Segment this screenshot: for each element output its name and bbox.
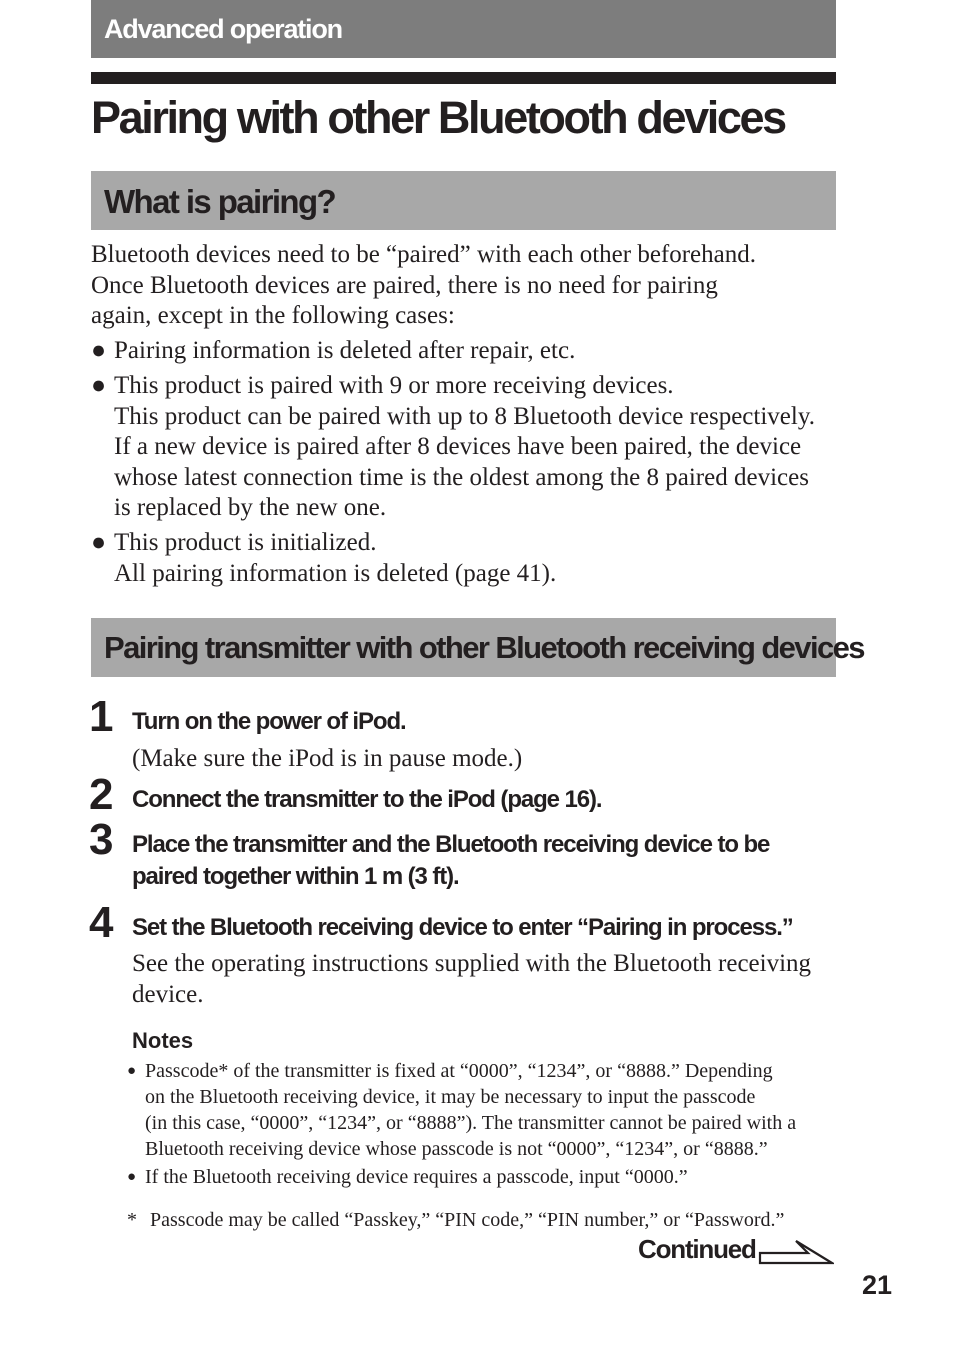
continued-arrow-icon: [758, 1238, 834, 1266]
section-header-bar: [91, 0, 836, 58]
bullet-icon: ●: [127, 1169, 137, 1185]
continued-label: Continued: [638, 1234, 756, 1264]
note-line: on the Bluetooth receiving device, it may be necessary to input the passcode: [145, 1086, 756, 1108]
step-line: Place the transmitter and the Bluetooth receiving device to be: [132, 831, 770, 858]
bullet-icon: ●: [91, 337, 107, 364]
step-instruction: [132, 784, 601, 816]
subheading-bar-pairing-transmitter: [91, 618, 864, 677]
step-note-line: (Make sure the iPod is in pause mode.): [132, 745, 523, 772]
page-number: 21: [862, 1270, 893, 1300]
step-note-line: device.: [132, 980, 204, 1008]
bullet-line: This product is initialized.: [114, 529, 377, 556]
step-instruction: [132, 829, 769, 893]
header-rule: [91, 72, 836, 84]
bullet-line: is replaced by the new one.: [114, 494, 387, 522]
step-line: Turn on the power of iPod.: [132, 708, 406, 735]
intro-line: again, except in the following cases:: [91, 302, 455, 330]
step-number: 4: [89, 898, 112, 947]
step-line: paired together within 1 m (3 ft).: [132, 863, 459, 890]
subheading-pairing-transmitter: Pairing transmitter with other Bluetooth receiving devices: [104, 630, 864, 665]
intro-line: Bluetooth devices need to be “paired” with each other beforehand.: [91, 241, 757, 268]
note-line: Passcode* of the transmitter is fixed at “0000”, “1234”, or “8888.” Depending: [145, 1060, 773, 1082]
intro-paragraph: [91, 240, 756, 332]
note-line: (in this case, “0000”, “1234”, or “8888”). The transmitter cannot be paired with a: [145, 1112, 797, 1134]
step-note: [132, 949, 811, 1010]
step-instruction: [132, 706, 406, 738]
section-header-label: Advanced operation: [104, 14, 342, 44]
subheading-what-is-pairing: What is pairing?: [104, 183, 336, 220]
bullet-icon: ●: [91, 372, 107, 399]
page-title: Pairing with other Bluetooth devices: [91, 92, 785, 143]
subheading-bar-what-is-pairing: [91, 171, 836, 230]
step-instruction: [132, 912, 793, 944]
bullet-line: This product is paired with 9 or more receiving devices.: [114, 372, 674, 399]
bullet-icon: ●: [91, 529, 107, 556]
bullet-icon: ●: [127, 1063, 137, 1079]
note-line: Bluetooth receiving device whose passcode is not “0000”, “1234”, or “8888.”: [145, 1138, 768, 1160]
step-number: 2: [89, 770, 112, 819]
step-line: Connect the transmitter to the iPod (page 16).: [132, 786, 602, 813]
bullet-line: If a new device is paired after 8 devices have been paired, the device: [114, 433, 802, 461]
intro-line: Once Bluetooth devices are paired, there is no need for pairing: [91, 271, 718, 299]
bullet-line: Pairing information is deleted after repair, etc.: [114, 337, 576, 364]
bullet-line: This product can be paired with up to 8 Bluetooth device respectively.: [114, 402, 815, 430]
bullet-line: All pairing information is deleted (page 41).: [114, 559, 557, 587]
step-number: 1: [89, 692, 112, 741]
step-note: [132, 744, 522, 775]
note-line: If the Bluetooth receiving device requires a passcode, input “0000.”: [145, 1166, 688, 1188]
footnote-mark: *: [127, 1209, 137, 1231]
notes-heading: Notes: [132, 1028, 194, 1053]
step-note-line: See the operating instructions supplied with the Bluetooth receiving: [132, 950, 812, 977]
bullet-line: whose latest connection time is the oldest among the 8 paired devices: [114, 463, 809, 491]
step-line: Set the Bluetooth receiving device to enter “Pairing in process.”: [132, 914, 793, 941]
footnote-text: Passcode may be called “Passkey,” “PIN code,” “PIN number,” or “Password.”: [150, 1209, 785, 1231]
step-number: 3: [89, 815, 112, 864]
